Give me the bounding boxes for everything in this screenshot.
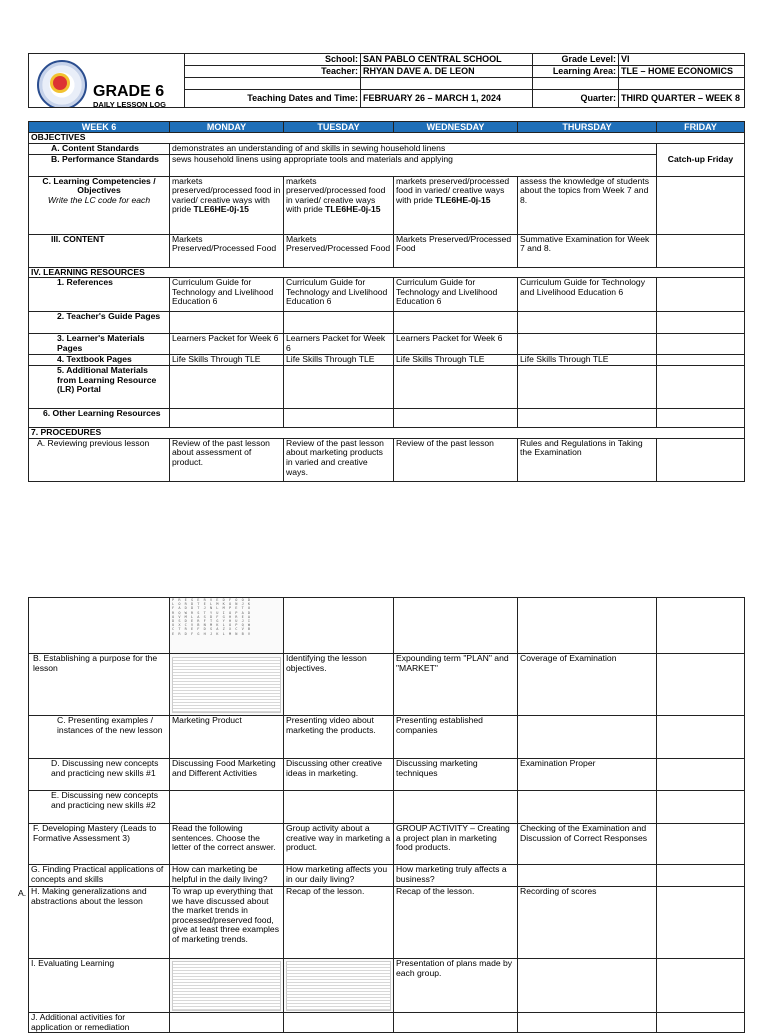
discuss1-label: D. Discussing new concepts and practicing new skills #1 [29, 759, 170, 791]
grade-title: GRADE 6 [93, 83, 165, 100]
discuss1-thursday: Examination Proper [518, 759, 657, 791]
review-monday: Review of the past lesson about assessment of product. [170, 438, 284, 481]
generalization-wednesday: Recap of the lesson. [394, 887, 518, 959]
review-tuesday: Review of the past lesson about marketing products in varied and creative ways. [284, 438, 394, 481]
references-monday: Curriculum Guide for Technology and Livelihood Education 6 [170, 278, 284, 312]
col-thursday: THURSDAY [518, 122, 657, 133]
review-thursday: Rules and Regulations in Taking the Examination [518, 438, 657, 481]
dates-value: FEBRUARY 26 – MARCH 1, 2024 [361, 90, 533, 108]
teachers-guide-label: 2. Teacher's Guide Pages [29, 312, 170, 334]
competencies-sub: Write the LC code for each [47, 194, 151, 205]
textbook-label: 4. Textbook Pages [29, 355, 170, 366]
quiz-thumbnail [172, 961, 281, 1011]
evaluate-wednesday: Presentation of plans made by each group. [394, 959, 518, 1013]
references-wednesday: Curriculum Guide for Technology and Livelihood Education 6 [394, 278, 518, 312]
quarter-label: Quarter: [533, 90, 619, 108]
purpose-tuesday: Identifying the lesson objectives. [284, 654, 394, 716]
practical-tuesday: How marketing affects you in our daily living? [284, 865, 394, 887]
procedures-heading: 7. PROCEDURES [29, 428, 745, 439]
side-marker-a: A. [18, 888, 27, 898]
tb-monday: Life Skills Through TLE [170, 355, 284, 366]
review-label: A. Reviewing previous lesson [29, 438, 170, 481]
references-label: 1. References [29, 278, 170, 312]
teacher-value: RHYAN DAVE A. DE LEON [361, 66, 533, 78]
examples-monday: Marketing Product [170, 716, 284, 759]
purpose-wednesday: Expounding term "PLAN" and "MARKET" [394, 654, 518, 716]
school-label: School: [185, 54, 361, 66]
teacher-label: Teacher: [185, 66, 361, 78]
deped-seal-logo [37, 60, 87, 108]
competency-thursday: assess the knowledge of students about the topics from Week 7 and 8. [518, 176, 657, 234]
discuss1-tuesday: Discussing other creative ideas in marketing. [284, 759, 394, 791]
performance-standards-label: B. Performance Standards [29, 154, 170, 176]
competency-text: markets preserved/processed food in varied/ creative ways with pride [172, 176, 281, 215]
dates-label: Teaching Dates and Time: [185, 90, 361, 108]
purpose-label: B. Establishing a purpose for the lesson [29, 654, 170, 716]
generalization-monday: To wrap up everything that we have discussed about the market trends in processed/preserved food, give at least three examples of marketing trends. [170, 887, 284, 959]
purpose-thursday: Coverage of Examination [518, 654, 657, 716]
quiz-thumbnail [286, 961, 391, 1011]
lesson-table-part1 [28, 121, 745, 482]
practical-label: G. Finding Practical applications of concepts and skills [29, 865, 170, 887]
content-tuesday: Markets Preserved/Processed Food [284, 234, 394, 267]
col-week: WEEK 6 [29, 122, 170, 133]
review-wednesday: Review of the past lesson [394, 438, 518, 481]
learning-area-label: Learning Area: [533, 66, 619, 78]
tb-wednesday: Life Skills Through TLE [394, 355, 518, 366]
grade-level-value: VI [619, 54, 745, 66]
competency-wednesday [394, 176, 518, 234]
quiz-image-tuesday [284, 959, 394, 1013]
mastery-label: F. Developing Mastery (Leads to Formative Assessment 3) [29, 824, 170, 865]
lc-code: TLE6HE-0j-15 [435, 194, 491, 205]
competency-monday [170, 176, 284, 234]
content-wednesday: Markets Preserved/Processed Food [394, 234, 518, 267]
additional-materials-label: 5. Additional Materials from Learning Resource (LR) Portal [29, 366, 170, 409]
grade-level-label: Grade Level: [533, 54, 619, 66]
discuss1-wednesday: Discussing marketing techniques [394, 759, 518, 791]
examples-wednesday: Presenting established companies [394, 716, 518, 759]
content-standards-label: A. Content Standards [29, 143, 170, 154]
catch-up-friday: Catch-up Friday [657, 143, 745, 176]
evaluate-label: I. Evaluating Learning [29, 959, 170, 1013]
practical-monday: How can marketing be helpful in the daily living? [170, 865, 284, 887]
competency-text: markets preserved/processed food in varied/ creative ways with pride [286, 176, 386, 215]
performance-standards-value: sews household linens using appropriate tools and materials and applying [170, 154, 657, 176]
generalization-thursday: Recording of scores [518, 887, 657, 959]
discuss2-label: E. Discussing new concepts and practicing new skills #2 [29, 791, 170, 824]
mastery-monday: Read the following sentences. Choose the letter of the correct answer. [170, 824, 284, 865]
mastery-thursday: Checking of the Examination and Discussion of Correct Responses [518, 824, 657, 865]
mastery-tuesday: Group activity about a creative way in marketing a product. [284, 824, 394, 865]
generalization-label: H. Making generalizations and abstractions about the lesson [29, 887, 170, 959]
content-standards-value: demonstrates an understanding of and skills in sewing household linens [170, 143, 657, 154]
examples-label: C. Presenting examples / instances of the new lesson [29, 716, 170, 759]
content-thursday: Summative Examination for Week 7 and 8. [518, 234, 657, 267]
directions-thumbnail [172, 657, 281, 713]
directions-image [170, 654, 284, 716]
word-search-image [170, 598, 284, 654]
lm-wednesday: Learners Packet for Week 6 [394, 334, 518, 355]
mastery-wednesday: GROUP ACTIVITY – Creating a project plan in marketing food products. [394, 824, 518, 865]
lc-code: TLE6HE-0j-15 [193, 204, 249, 215]
learning-area-value: TLE – HOME ECONOMICS [619, 66, 745, 78]
content-monday: Markets Preserved/Processed Food [170, 234, 284, 267]
discuss1-monday: Discussing Food Marketing and Different Activities [170, 759, 284, 791]
school-value: SAN PABLO CENTRAL SCHOOL [361, 54, 533, 66]
other-resources-label: 6. Other Learning Resources [29, 409, 170, 428]
log-title: DAILY LESSON LOG [93, 100, 166, 108]
additional-activities-label: J. Additional activities for application or remediation [29, 1013, 170, 1033]
word-search-grid: P R E S E R V E D F O O D L O R D T E L M K O N J K F A D D T J N L M P E T U R Q W R S T Y U I O P A D O V M L A S D F G H R E A D S D E R F T G Y H U J I U X C V B N M K L O P Q W C T R E F D S A Z X C V B E R D F G H J K L M N B V [172, 598, 252, 636]
quiz-image-monday [170, 959, 284, 1013]
generalization-tuesday: Recap of the lesson. [284, 887, 394, 959]
objectives-heading: OBJECTIVES [29, 133, 745, 144]
col-friday: FRIDAY [657, 122, 745, 133]
examples-tuesday: Presenting video about marketing the products. [284, 716, 394, 759]
col-wednesday: WEDNESDAY [394, 122, 518, 133]
competencies-cell [29, 176, 170, 234]
tb-tuesday: Life Skills Through TLE [284, 355, 394, 366]
header-table [28, 53, 745, 108]
col-tuesday: TUESDAY [284, 122, 394, 133]
references-thursday: Curriculum Guide for Technology and Livelihood Education 6 [518, 278, 657, 312]
content-label: III. CONTENT [29, 234, 170, 267]
competency-tuesday [284, 176, 394, 234]
header-logo-cell [29, 54, 185, 108]
lm-tuesday: Learners Packet for Week 6 [284, 334, 394, 355]
learners-materials-label: 3. Learner's Materials Pages [29, 334, 170, 355]
lm-monday: Learners Packet for Week 6 [170, 334, 284, 355]
quarter-value: THIRD QUARTER – WEEK 8 [619, 90, 745, 108]
col-monday: MONDAY [170, 122, 284, 133]
references-tuesday: Curriculum Guide for Technology and Livelihood Education 6 [284, 278, 394, 312]
competency-text: markets preserved/processed food in varied/ creative ways with pride [396, 176, 510, 205]
lc-code: TLE6HE-0j-15 [325, 204, 381, 215]
lesson-table-part2 [28, 597, 745, 1033]
practical-wednesday: How marketing truly affects a business? [394, 865, 518, 887]
tb-thursday: Life Skills Through TLE [518, 355, 657, 366]
competencies-label: C. Learning Competencies / Objectives [42, 176, 156, 196]
resources-heading: IV. LEARNING RESOURCES [29, 267, 745, 278]
